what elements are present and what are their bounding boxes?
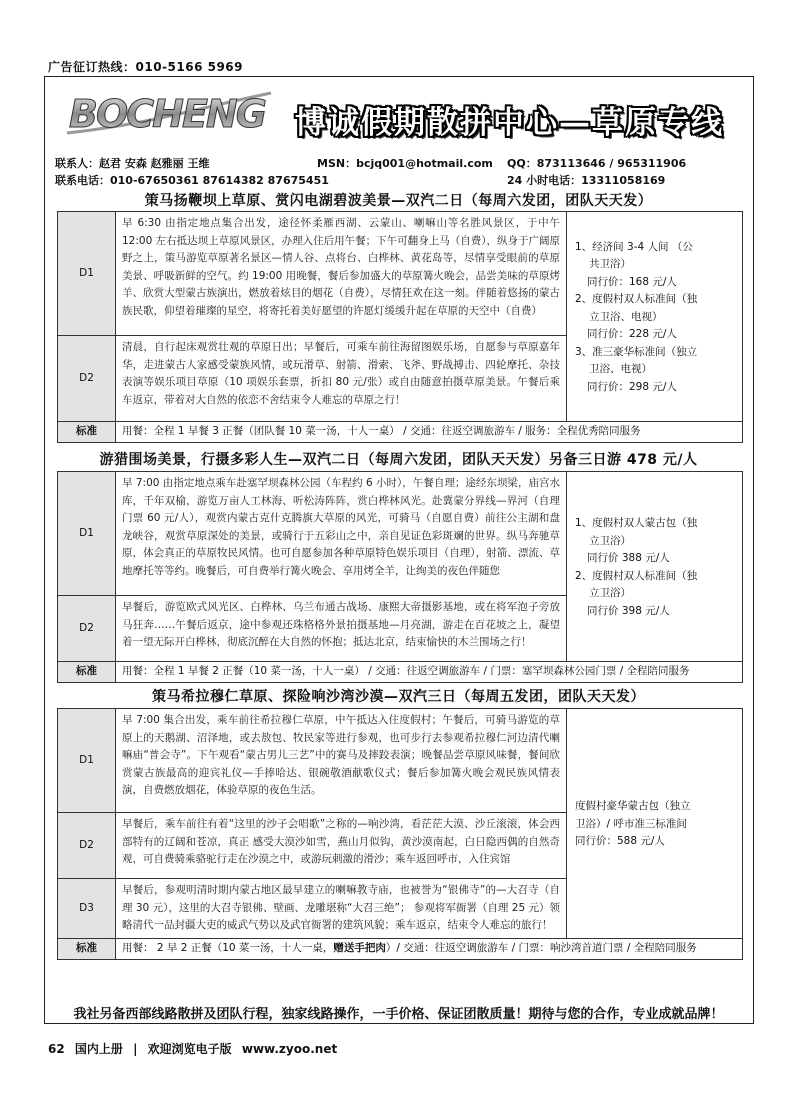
day-description: 早餐后，乘车前往有着“这里的沙子会唱歌”之称的—响沙湾，看茫茫大漠、沙丘滚滚，体会西部特有的辽阔和苍凉，真正 感受大漠沙如雪，燕山月似钩，黄沙漠南起，白日隐西偶的自然奇观，可自费骑乘骆驼行走在沙漠之中，或游玩刺激的滑沙；乘车返回呼市，入住宾馆	[116, 813, 567, 879]
contact-row-1	[55, 155, 745, 169]
price-line: 同行价 388 元/人	[587, 552, 670, 564]
svg-text:BOCHENG: BOCHENG	[69, 92, 265, 136]
contact-msn: MSN：bcjq001@hotmail.com	[317, 157, 493, 170]
bocheng-logo	[63, 89, 275, 137]
ad-frame	[44, 76, 754, 1024]
standard-text-post: ）/ 交通：往返空调旅游车 / 门票：响沙湾首道门票 / 全程陪同服务	[385, 942, 697, 954]
day-label: D2	[58, 596, 116, 662]
page-footer	[48, 1040, 343, 1057]
price-line: 立卫浴）	[589, 534, 631, 547]
contact-qq: QQ：873113646 / 965311906	[507, 157, 687, 170]
price-line: 共卫浴）	[589, 258, 631, 271]
brand-header	[63, 89, 743, 141]
footer-section: 国内上册	[74, 1042, 123, 1056]
day-label: D2	[58, 336, 116, 422]
section-1-prices	[567, 212, 743, 422]
section-3-prices	[567, 709, 743, 939]
price-line: 2、度假村双人标准间（独	[575, 569, 698, 582]
price-line: 同行价 398 元/人	[587, 604, 670, 617]
price-line: 同行价：588 元/人	[575, 835, 665, 848]
price-line: 同行价：228 元/人	[587, 328, 677, 341]
standard-text-gift: 赠送手把肉	[333, 942, 386, 954]
price-line: 卫浴、电视）	[589, 363, 652, 376]
price-line: 同行价：298 元/人	[587, 380, 677, 393]
contact-row-2	[55, 172, 745, 186]
section-2-table	[57, 471, 743, 683]
section-3-table	[57, 708, 743, 960]
day-description: 早 7:00 集合出发，乘车前往希拉穆仁草原，中午抵达入住度假村；午餐后，可骑马游览的草原上的天鹅湖、沼泽地，或去敖包、牧民家等进行参观，也可步行去参观希拉穆仁河边清代喇嘛庙“普会寺”。下午观看“蒙古男儿三艺”中的赛马及摔跤表演；晚餐品尝草原风味餐，餐间欣赏蒙古族最高的迎宾礼仪—手捧哈达、银碗敬酒献歌仪式；餐后参加篝火晚会观民族风情表演，自费燃放烟花，体验草原的夜色生活。	[116, 709, 567, 813]
contact-phones: 联系电话：010-67650361 87614382 87675451	[55, 174, 329, 187]
price-line: 同行价：168 元/人	[587, 275, 677, 288]
price-line: 3、准三豪华标准间（独立	[575, 345, 698, 358]
standard-text	[116, 939, 743, 960]
price-line: 立卫浴、电视）	[589, 310, 663, 323]
footer-separator: |	[133, 1042, 138, 1056]
section-2-title: 游猎围场美景，行摄多彩人生—双汽二日（每周六发团，团队天天发）另备三日游 478 元/人	[99, 452, 698, 468]
standard-label: 标准	[58, 422, 116, 443]
day-description: 早 6:30 由指定地点集合出发，途径怀柔雁西湖、云蒙山、喇嘛山等名胜风景区，于中午 12:00 左右抵达坝上草原风景区，办理入住后用午餐；下午可翻身上马（自费），纵身于广阔原野之上，策马游览草原著名景区—情人谷、点将台、白桦林、黄花岛等，尽情享受眼前的草原美景、呼吸新鲜的空气。约 19:00 用晚餐，餐后参加盛大的草原篝火晚会，品尝美味的草原烤羊、欣赏大型蒙古族演出，燃放着炫目的烟花（自费），尽情狂欢在这一刻。伴随着悠扬的蒙古族民歌，仰望着璀璨的星空，将寄托着美好愿望的许愿灯缓缓升起在草原的天空中（自费）	[116, 212, 567, 336]
standard-label: 标准	[58, 662, 116, 683]
day-label: D1	[58, 709, 116, 813]
brand-title: 博诚假期散拼中心—草原专线	[295, 105, 724, 141]
slogan: 我社另备西部线路散拼及团队行程，独家线路操作，一手价格、保证团散质量！期待与您的合作，专业成就品牌！	[73, 1007, 724, 1022]
page-number: 62	[48, 1042, 65, 1056]
day-description: 清晨，自行起床观赏壮观的草原日出；早餐后，可乘车前往海留图娱乐场，自愿参与草原嘉年华，走进蒙古人家感受蒙族风情，或玩滑草、射箭、滑索、飞斧、野战搏击、四轮摩托、杂技表演等娱乐项目草原（10 项娱乐套票，折扣 80 元/张）或自由随意拍摄草原美景。午餐后乘车返京，带着对大自然的依恋不舍结束令人难忘的草原之行！	[116, 336, 567, 422]
standard-text-pre: 用餐： 2 早 2 正餐（10 菜一汤，十人一桌，	[122, 942, 334, 954]
day-description: 早 7:00 由指定地点乘车赴塞罕坝森林公园（车程约 6 小时），午餐自理；途经东坝梁，庙宫水库，千年双榆，游览万亩人工林海、听松涛阵阵，赏白桦林风光。赴冀蒙分界线—界河（自理门票 60 元/人），观赏内蒙古克什克腾旗大草原的风光，可骑马（自愿自费）前往公主湖和盘龙峡谷，观赏草原深处的美景，或骑行于五彩山之中，亲自见证色彩斑斓的世界。纵马奔驰草原，体会真正的草原牧民风情。也可自愿参加各种草原特色娱乐项目（自理），射箭、漂流、草地摩托等等约。晚餐后，可自费举行篝火晚会、享用烤全羊，让绚美的夜色伴随您	[116, 472, 567, 596]
price-line: 2、度假村双人标准间（独	[575, 293, 698, 306]
contact-24h: 24 小时电话：13311058169	[507, 174, 666, 187]
ad-hotline: 广告征订热线：010-5166 5969	[48, 60, 244, 74]
price-line: 1、度假村双人蒙古包（独	[575, 517, 698, 529]
section-3-title: 策马希拉穆仁草原、探险响沙湾沙漠—双汽三日（每周五发团，团队天天发）	[152, 689, 645, 705]
section-1-table	[57, 211, 743, 443]
day-description: 早餐后，参观明清时期内蒙古地区最早建立的喇嘛教寺庙，也被誉为“银佛寺”的—大召寺（自理 30 元），这里的大召寺银佛、壁画、龙雕堪称“大召三绝”； 参观将军衙署（自理 25 元）领略清代一品封疆大吏的威武气势以及武官衙署的建筑风貌；乘车返京，结束令人难忘的旅行！	[116, 879, 567, 939]
price-line: 立卫浴）	[589, 587, 631, 599]
price-line: 卫浴）/ 呼市准三标准间	[575, 817, 687, 830]
standard-label: 标准	[58, 939, 116, 960]
footer-url: www.zyoo.net	[241, 1042, 338, 1056]
day-description: 早餐后，游览欧式风光区、白桦林、乌兰布通古战场、康熙大帝摄影基地，或在将军泡子旁放马狂奔……午餐后返京，途中参观还珠格格外景拍摄基地—月亮湖，游走在百花坡之上，凝望着一望无际开白桦林，彻底沉醉在大自然的怀抱；抵达北京，结束愉快的木兰围场之行！	[116, 596, 567, 662]
standard-text: 用餐：全程 1 早餐 3 正餐（团队餐 10 菜一汤，十人一桌） / 交通：往返空调旅游车 / 服务：全程优秀陪同服务	[116, 422, 743, 443]
day-label: D1	[58, 212, 116, 336]
day-label: D1	[58, 472, 116, 596]
day-label: D3	[58, 879, 116, 939]
price-line: 1、经济间 3-4 人间 （公	[575, 240, 693, 253]
section-1-title: 策马扬鞭坝上草原、赏闪电湖碧波美景—双汽二日（每周六发团，团队天天发）	[144, 193, 653, 209]
section-2-prices	[567, 472, 743, 662]
price-line: 度假村豪华蒙古包（独立	[575, 800, 691, 813]
footer-welcome: 欢迎浏览电子版	[147, 1042, 232, 1056]
contact-people: 联系人：赵君 安森 赵雅丽 王维	[55, 157, 210, 170]
day-label: D2	[58, 813, 116, 879]
standard-text: 用餐：全程 1 早餐 2 正餐（10 菜一汤，十人一桌） / 交通：往返空调旅游车 / 门票：塞罕坝森林公园门票 / 全程陪同服务	[116, 662, 743, 683]
